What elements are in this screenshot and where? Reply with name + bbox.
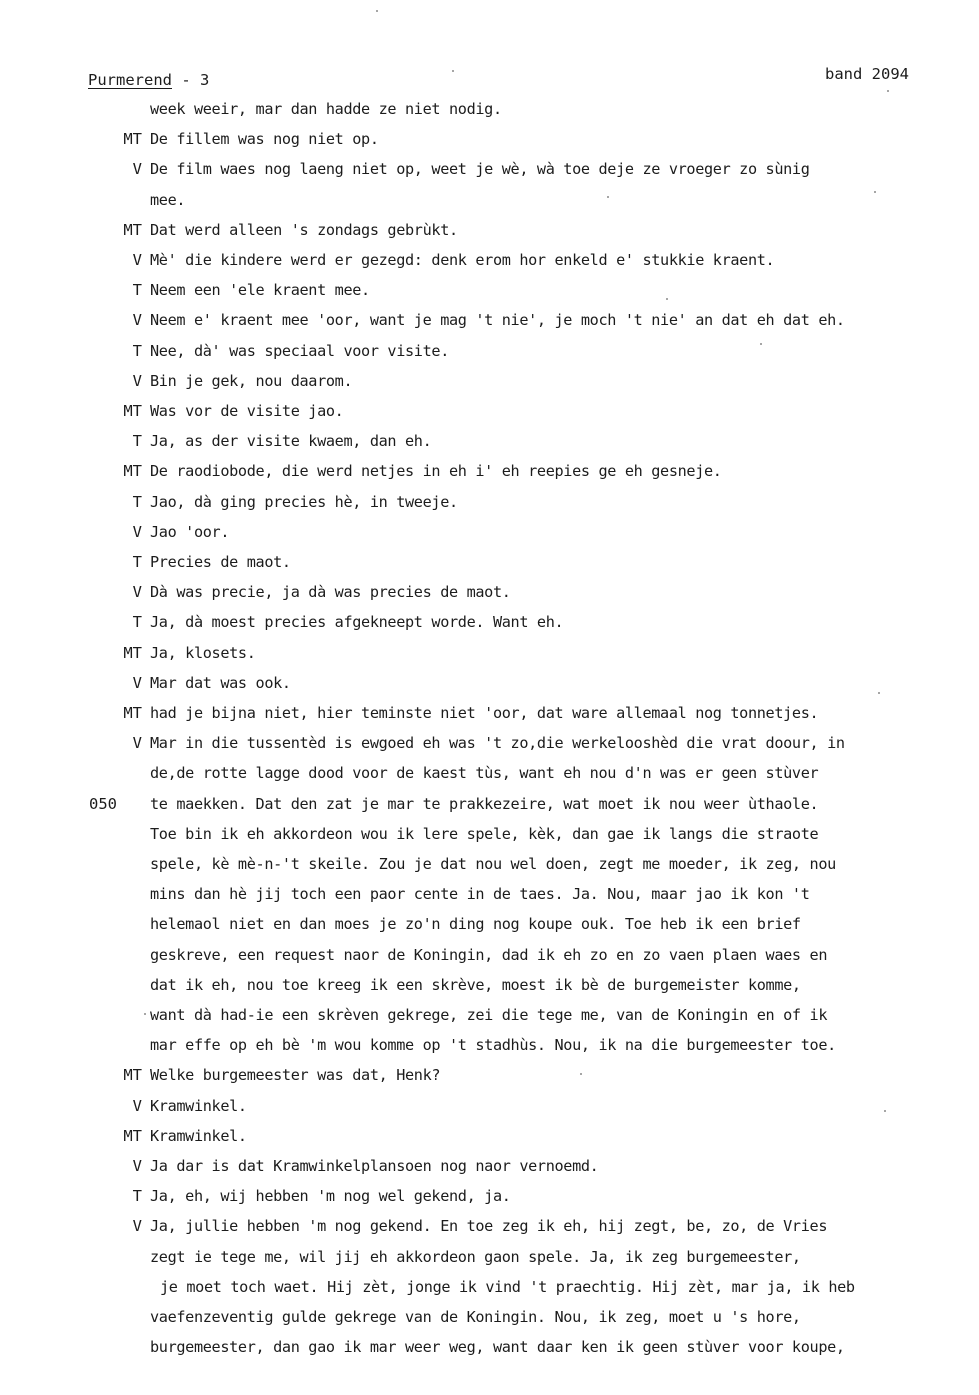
transcript-line: [0, 580, 979, 610]
utterance-text: Ja dar is dat Kramwinkelplansoen nog naor vernoemd.: [150, 1157, 599, 1175]
utterance-text: Welke burgemeester was dat, Henk?: [150, 1066, 441, 1084]
transcript-line: [0, 550, 979, 580]
utterance-text: Neem een 'ele kraent mee.: [150, 281, 370, 299]
transcript-line: [0, 1154, 979, 1184]
transcript-line: [0, 731, 979, 761]
transcript-line: [0, 610, 979, 640]
speaker-code: T: [132, 432, 142, 450]
transcript-line: [0, 1033, 979, 1063]
transcript-line: [0, 882, 979, 912]
scan-speck: [887, 90, 889, 92]
scan-speck: [878, 692, 880, 694]
transcript-line: [0, 1275, 979, 1305]
speaker-code: V: [132, 674, 142, 692]
utterance-text: Ja, as der visite kwaem, dan eh.: [150, 432, 432, 450]
speaker-code: MT: [123, 1066, 142, 1084]
utterance-text: helemaol niet en dan moes je zo'n ding nog koupe ouk. Toe heb ik een brief: [150, 915, 801, 933]
scan-speck: [144, 1013, 146, 1015]
utterance-text: Ja, klosets.: [150, 644, 256, 662]
speaker-code: T: [132, 493, 142, 511]
transcript-line: [0, 459, 979, 489]
utterance-text: Was vor de visite jao.: [150, 402, 344, 420]
utterance-text: Jao, dà ging precies hè, in tweeje.: [150, 493, 458, 511]
transcript-line: [0, 1003, 979, 1033]
utterance-text: mar effe op eh bè 'm wou komme op 't stadhùs. Nou, ik na die burgemeester toe.: [150, 1036, 836, 1054]
speaker-code: T: [132, 613, 142, 631]
utterance-text: Ja, eh, wij hebben 'm nog wel gekend, ja.: [150, 1187, 511, 1205]
tape-counter: 050: [89, 795, 117, 813]
transcript-line: [0, 308, 979, 338]
utterance-text: geskreve, een request naor de Koningin, dad ik eh zo en zo vaen plaen waes en: [150, 946, 828, 964]
utterance-text: had je bijna niet, hier teminste niet 'oor, dat ware allemaal nog tonnetjes.: [150, 704, 819, 722]
scan-speck: [874, 191, 876, 193]
utterance-text: zegt ie tege me, wil jij eh akkordeon gaon spele. Ja, ik zeg burgemeester,: [150, 1248, 801, 1266]
speaker-code: MT: [123, 221, 142, 239]
transcript-line: [0, 973, 979, 1003]
transcript-line: [0, 671, 979, 701]
transcript-line: [0, 157, 979, 187]
speaker-code: MT: [123, 462, 142, 480]
transcript-line: [0, 1063, 979, 1093]
utterance-text: Ja, dà moest precies afgekneept worde. Want eh.: [150, 613, 564, 631]
scan-speck: [607, 196, 609, 198]
speaker-code: V: [132, 311, 142, 329]
transcript-line: [0, 1335, 979, 1365]
transcript-line: [0, 248, 979, 278]
speaker-code: V: [132, 251, 142, 269]
speaker-code: T: [132, 342, 142, 360]
place-name: Purmerend: [88, 71, 172, 89]
speaker-code: V: [132, 583, 142, 601]
transcript-line: [0, 1214, 979, 1244]
utterance-text: Ja, jullie hebben 'm nog gekend. En toe zeg ik eh, hij zegt, be, zo, de Vries: [150, 1217, 828, 1235]
utterance-text: mee.: [150, 191, 186, 209]
utterance-text: spele, kè mè-n-'t skeile. Zou je dat nou wel doen, zegt me moeder, ik zeg, nou: [150, 855, 836, 873]
transcript-line: [0, 188, 979, 218]
transcript-line: [0, 218, 979, 248]
utterance-text: want dà had-ie een skrèven gekrege, zei die tege me, van de Koningin en of ik: [150, 1006, 828, 1024]
scan-speck: [376, 10, 378, 12]
speaker-code: MT: [123, 402, 142, 420]
transcript-line: [0, 520, 979, 550]
speaker-code: T: [132, 1187, 142, 1205]
utterance-text: Jao 'oor.: [150, 523, 230, 541]
scan-speck: [760, 343, 762, 345]
speaker-code: T: [132, 281, 142, 299]
speaker-code: V: [132, 160, 142, 178]
utterance-text: dat ik eh, nou toe kreeg ik een skrève, moest ik bè de burgemeister komme,: [150, 976, 801, 994]
speaker-code: T: [132, 553, 142, 571]
transcript-line: [0, 490, 979, 520]
speaker-code: MT: [123, 644, 142, 662]
transcript-line: [0, 97, 979, 127]
speaker-code: MT: [123, 130, 142, 148]
transcript-line: [0, 127, 979, 157]
utterance-text: Dat werd alleen 's zondags gebrùkt.: [150, 221, 458, 239]
transcript-line: [0, 278, 979, 308]
transcript-line: [0, 912, 979, 942]
utterance-text: Toe bin ik eh akkordeon wou ik lere spele, kèk, dan gae ik langs die straote: [150, 825, 819, 843]
utterance-text: de,de rotte lagge dood voor de kaest tùs, want eh nou d'n was er geen stùver: [150, 764, 819, 782]
scan-speck: [666, 298, 668, 300]
scan-speck: [884, 1110, 886, 1112]
transcript-line: [0, 429, 979, 459]
utterance-text: Mar in die tussentèd is ewgoed eh was 't zo,die werkelooshèd die vrat doour, in: [150, 734, 845, 752]
speaker-code: MT: [123, 704, 142, 722]
utterance-text: Neem e' kraent mee 'oor, want je mag 't nie', je moch 't nie' an dat eh dat eh.: [150, 311, 845, 329]
transcript-line: [0, 1094, 979, 1124]
transcript-line: [0, 792, 979, 822]
speaker-code: V: [132, 1217, 142, 1235]
speaker-code: MT: [123, 1127, 142, 1145]
transcript-line: [0, 339, 979, 369]
utterance-text: De raodiobode, die werd netjes in eh i' eh reepies ge eh gesneje.: [150, 462, 722, 480]
utterance-text: mins dan hè jij toch een paor cente in de taes. Ja. Nou, maar jao ik kon 't: [150, 885, 810, 903]
scan-speck: [580, 1073, 582, 1075]
utterance-text: Mar dat was ook.: [150, 674, 291, 692]
transcript-line: [0, 1245, 979, 1275]
transcript-line: [0, 1305, 979, 1335]
tape-number: band 2094: [825, 65, 909, 83]
utterance-text: Kramwinkel.: [150, 1097, 247, 1115]
utterance-text: De film waes nog laeng niet op, weet je wè, wà toe deje ze vroeger zo sùnig: [150, 160, 810, 178]
scan-speck: [452, 70, 454, 72]
transcript-line: [0, 399, 979, 429]
speaker-code: V: [132, 734, 142, 752]
page-number: - 3: [181, 71, 210, 89]
transcript-line: [0, 641, 979, 671]
utterance-text: Mè' die kindere werd er gezegd: denk erom hor enkeld e' stukkie kraent.: [150, 251, 775, 269]
transcript-line: [0, 701, 979, 731]
utterance-text: te maekken. Dat den zat je mar te prakkezeire, wat moet ik nou weer ùthaole.: [150, 795, 819, 813]
utterance-text: Bin je gek, nou daarom.: [150, 372, 353, 390]
transcript-line: [0, 1124, 979, 1154]
utterance-text: De fillem was nog niet op.: [150, 130, 379, 148]
transcript-line: [0, 761, 979, 791]
utterance-text: vaefenzeventig gulde gekrege van de Koningin. Nou, ik zeg, moet u 's hore,: [150, 1308, 801, 1326]
transcript-line: [0, 822, 979, 852]
page-header-left: [88, 70, 209, 90]
speaker-code: V: [132, 1157, 142, 1175]
transcript-line: [0, 943, 979, 973]
utterance-text: Kramwinkel.: [150, 1127, 247, 1145]
transcript-line: [0, 1184, 979, 1214]
speaker-code: V: [132, 1097, 142, 1115]
speaker-code: V: [132, 523, 142, 541]
utterance-text: week weeir, mar dan hadde ze niet nodig.: [150, 100, 502, 118]
utterance-text: je moet toch waet. Hij zèt, jonge ik vind 't praechtig. Hij zèt, mar ja, ik heb: [160, 1278, 855, 1296]
transcript-line: [0, 852, 979, 882]
utterance-text: burgemeester, dan gao ik mar weer weg, want daar ken ik geen stùver voor koupe,: [150, 1338, 845, 1356]
speaker-code: V: [132, 372, 142, 390]
utterance-text: Dà was precie, ja dà was precies de maot.: [150, 583, 511, 601]
transcript-line: [0, 369, 979, 399]
utterance-text: Nee, dà' was speciaal voor visite.: [150, 342, 449, 360]
utterance-text: Precies de maot.: [150, 553, 291, 571]
